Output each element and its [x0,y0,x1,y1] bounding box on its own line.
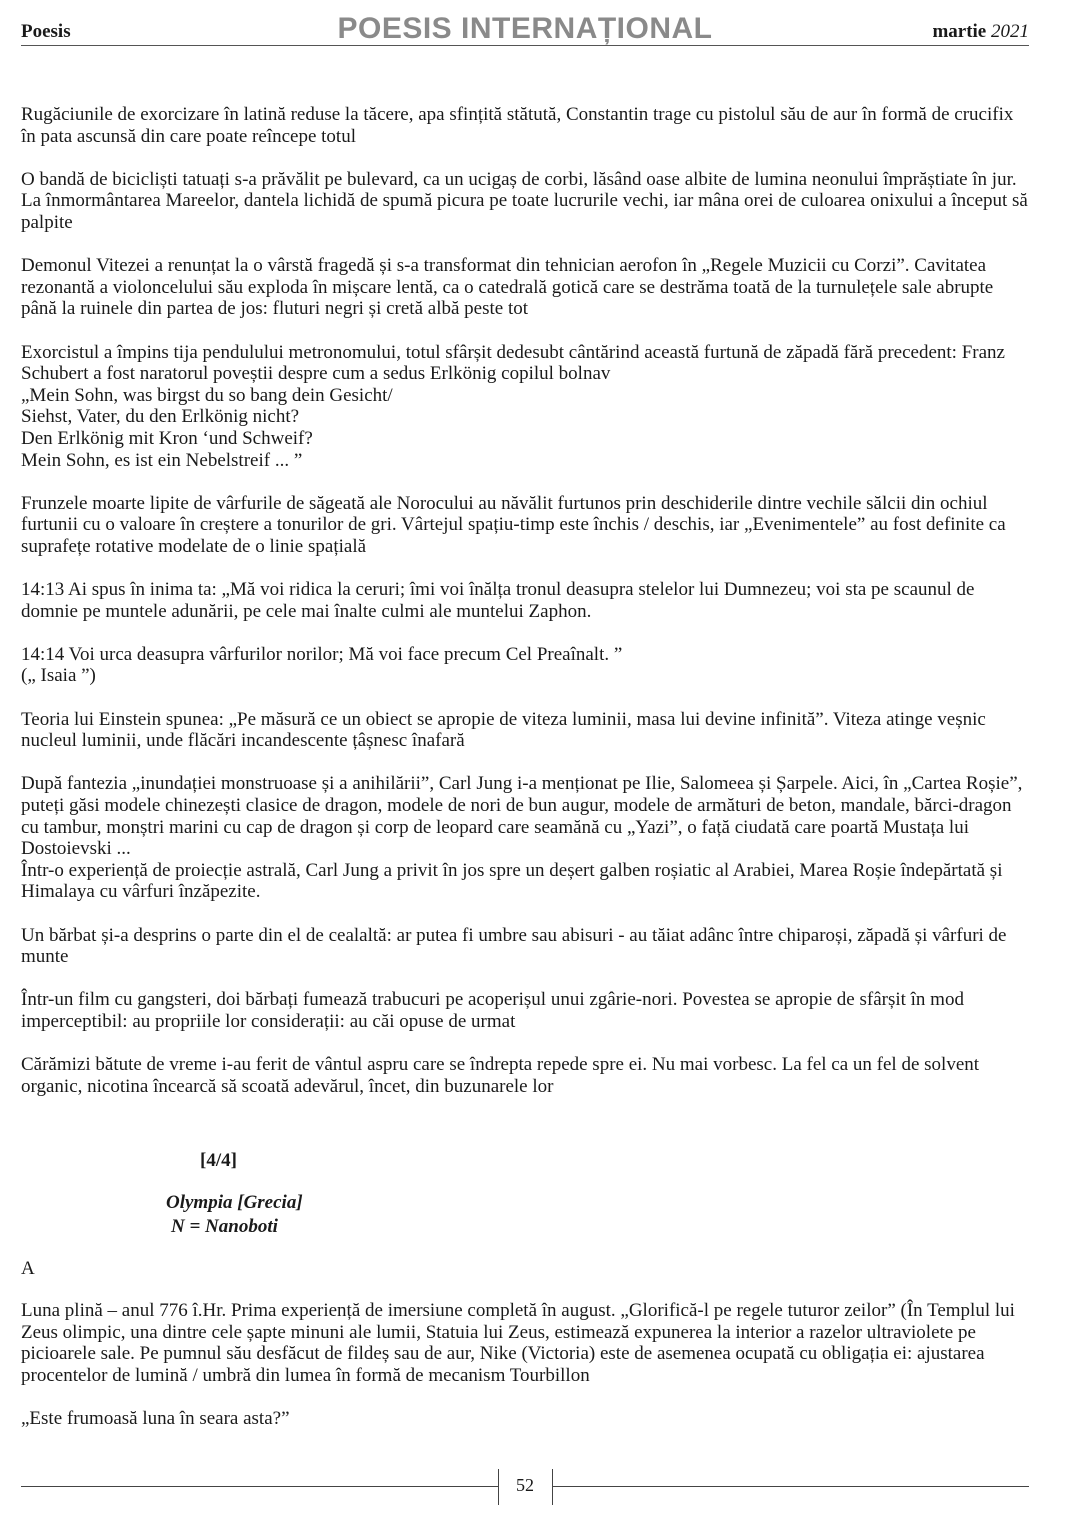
header-month: martie [932,21,987,42]
jung-paragraph [21,773,1031,903]
paragraph: 14:13 Ai spus în inima ta: „Mă voi ridica la ceruri; îmi voi înălța tronul deasupra stelelor lui Dumnezeu; voi sta pe scaunul de domnie pe muntele adunării, pe cele mai înalte culmi ale muntelui Zaphon. [21,579,975,622]
paragraph-text: Într-o experiență de proiecție astrală, Carl Jung a privit în jos spre un deșert galben roșiatic al Arabiei, Marea Roșie îndepărtată și Himalaya cu vârfuri înzăpezite. [21,859,1003,903]
paragraph-text: Exorcistul a împins tija pendulului metronomului, totul sfârșit dedesubt cântărind această furtună de zăpadă fără precedent: Franz Schubert a fost naratorul poveștii despre cum a sedus Erlkönig copilul bolnav [21,341,1005,385]
section-letter: A [21,1258,35,1279]
paragraph: Într-un film cu gangsteri, doi bărbați fumează trabucuri pe acoperișul unui zgârie-nori. Povestea se apropie de sfârșit în mod imperceptibil: au propriile lor considerații: au căi opuse de urmat [21,989,964,1032]
paragraph: Rugăciunile de exorcizare în latină reduse la tăcere, apa sfințită stătută, Constantin trage cu pistolul său de aur în formă de crucifix în pata ascunsă din care poate reîncepe totul [21,104,1014,147]
header-magazine-name: Poesis [21,21,71,42]
header-date [932,21,1029,43]
paragraph: Teoria lui Einstein spunea: „Pe măsură ce un obiect se apropie de viteza luminii, masa lui devine infinită”. Viteza atinge veșnic nucleul luminii, unde flăcări incandescente țâșnesc înafară [21,708,986,752]
article-body [21,104,1031,1119]
footer-rule-right [552,1486,1029,1487]
page-number: 52 [516,1475,534,1495]
exorcist-paragraph [21,342,1031,472]
paragraph: Cărămizi bătute de vreme i-au ferit de vântul aspru care se îndrepta repede spre ei. Nu mai vorbesc. La fel ca un fel de solvent organic, nicotina încearcă să scoată adevărul, încet, din buzunarele lor [21,1054,980,1097]
poem-line: Siehst, Vater, du den Erlkönig nicht? [21,406,300,428]
footer-rule-left [21,1486,498,1487]
paragraph: Un bărbat și-a desprins o parte din el de cealaltă: ar putea fi umbre sau abisuri - au tăiat adânc între chiparoși, zăpadă și vârfuri de munte [21,924,1007,968]
header-year: 2021 [991,21,1029,42]
poem-line: „Mein Sohn, was birgst du so bang dein Gesicht/ [21,384,393,406]
paragraph: Luna plină – anul 776 î.Hr. Prima experiență de imersiune completă în august. „Glorifică-l pe regele tuturor zeilor” (În Templul lui Zeus olimpic, una dintre cele șapte minuni ale lumii, Statuia lui Zeus, estimează expunerea la interior a razelor ultraviolete pe picioarele sale. Pe pumnul său desfăcut de fildeș sau de aur, Nike (Victoria) este de asemenea ocupată cu obligația ei: ajustarea procentelor de lumină / umbră din lumea în formă de mecanism Tourbillon [21,1300,1015,1386]
isaiah-quote [21,644,1031,687]
quote-line: 14:14 Voi urca deasupra vârfurilor norilor; Mă voi face precum Cel Preaînalt. ” [21,643,623,665]
paragraph: „Este frumoasă luna în seara asta?” [21,1407,290,1429]
page-header [21,8,1029,48]
section-heading [166,1191,303,1239]
section-place: Olympia [Grecia] [166,1192,303,1213]
poem-line: Den Erlkönig mit Kron ‘und Schweif? [21,427,313,449]
section-subtitle: N = Nanoboti [171,1216,278,1237]
header-title: POESIS INTERNAȚIONAL [337,12,713,45]
poem-line: Mein Sohn, es ist ein Nebelstreif ... ” [21,449,303,471]
footer-tick-right [552,1469,553,1505]
paragraph: Demonul Vitezei a renunțat la o vârstă fragedă și s-a transformat din tehnician aerofon în „Regele Muzicii cu Corzi”. Cavitatea rezonantă a violoncelului său exploda în mișcare lentă, ca o catedrală gotică care se destrăma toată de la turnulețele sale abrupte până la ruinele din partea de jos: fluturi negri și cretă albă peste tot [21,255,994,320]
section-number: [4/4] [200,1150,237,1171]
paragraph-text: După fantezia „inundației monstruoase și a anihilării”, Carl Jung i-a menționat pe Ilie, Salomeea și Șarpele. Aici, în „Cartea Roșie”, puteți găsi modele chinezești clasice de dragon, modele de nori de bun augur, modele de armături de beton, mandale, bărci-dragon cu tambur, monștri marini cu cap de dragon și corp de leopard care seamănă cu „Yazi”, o față ciudată care poartă Mustața lui Dostoievski ... [21,773,1023,860]
paragraph: O bandă de bicicliști tatuați s-a prăvălit pe bulevard, ca un ucigaș de corbi, lăsând oase albite de lumina neonului împrăștiate în jur. La înmormântarea Mareelor, dantela lichidă de spumă picura pe toate lucrurile vechi, iar mâna orei de culoarea onixului a început să palpite [21,168,1028,233]
article-body-continued [21,1300,1031,1451]
paragraph: Frunzele moarte lipite de vârfurile de săgeată ale Norocului au năvălit furtunos prin deschiderile dintre vechile sălcii din ochiul furtunii cu o valoare în creștere a tonurilor de gri. Vârtejul spațiu-timp este închis / deschis, iar „Evenimentele” au fost definite ca suprafețe rotative modelate de o linie spațială [21,492,1006,557]
quote-source: („ Isaia ”) [21,665,96,687]
header-divider [21,45,1029,46]
